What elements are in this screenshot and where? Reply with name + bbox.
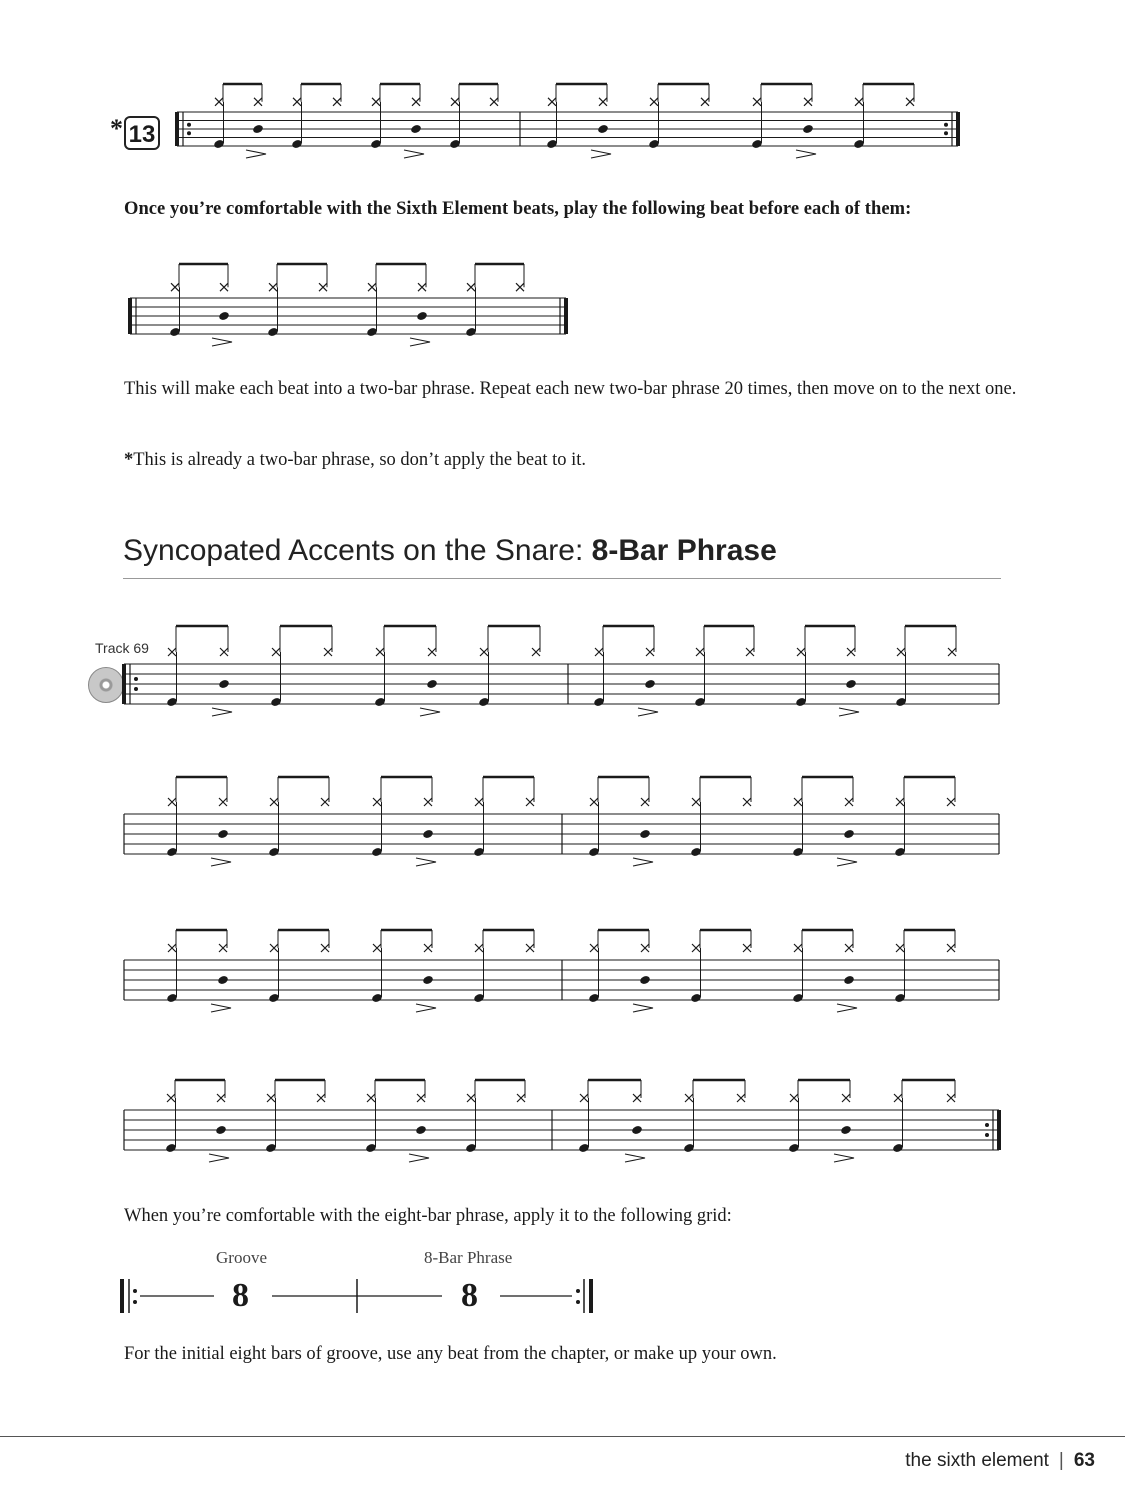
hihat-note — [270, 944, 278, 952]
hihat-note — [701, 98, 709, 106]
hihat-note — [451, 98, 459, 106]
footer-chapter: the sixth element — [905, 1450, 1049, 1471]
hihat-note — [947, 1094, 955, 1102]
hihat-note — [217, 1094, 225, 1102]
snare-note — [422, 829, 434, 840]
snare-note — [644, 679, 656, 690]
hihat-note — [896, 798, 904, 806]
hihat-note — [753, 98, 761, 106]
hihat-note — [516, 283, 524, 291]
hihat-note — [692, 944, 700, 952]
hihat-note — [319, 283, 327, 291]
footer-rule — [0, 1436, 1125, 1437]
hihat-note — [696, 648, 704, 656]
accent-mark — [211, 1004, 231, 1012]
hihat-note — [595, 648, 603, 656]
snare-note — [218, 679, 230, 690]
example-number-box: 13 — [124, 116, 160, 150]
staff-system-3 — [0, 920, 1125, 1020]
practice-grid — [0, 1275, 1125, 1320]
grid-count-phrase: 8 — [461, 1277, 478, 1314]
hihat-note — [171, 283, 179, 291]
hihat-note — [220, 648, 228, 656]
hihat-note — [417, 1094, 425, 1102]
hihat-note — [790, 1094, 798, 1102]
hihat-note — [746, 648, 754, 656]
page-footer — [905, 1450, 1095, 1472]
section-title-light: Syncopated Accents on the Snare: — [123, 534, 592, 567]
paragraph-two-bar: This will make each beat into a two-bar phrase. Repeat each new two-bar phrase 20 times, then move on to the next one. — [124, 379, 1017, 399]
hihat-note — [267, 1094, 275, 1102]
hihat-note — [847, 648, 855, 656]
hihat-note — [845, 798, 853, 806]
hihat-note — [418, 283, 426, 291]
track-label: Track 69 — [95, 640, 149, 656]
hihat-note — [272, 648, 280, 656]
snare-note — [639, 975, 651, 986]
staff-example-13 — [0, 78, 1125, 168]
accent-mark — [837, 1004, 857, 1012]
hihat-note — [412, 98, 420, 106]
hihat-note — [590, 798, 598, 806]
hihat-note — [641, 944, 649, 952]
example-asterisk: * — [110, 114, 123, 143]
accent-mark — [212, 708, 232, 716]
hihat-note — [480, 648, 488, 656]
hihat-note — [948, 648, 956, 656]
accent-mark — [834, 1154, 854, 1162]
instruction-text: Once you’re comfortable with the Sixth Element beats, play the following beat before each of them: — [124, 199, 912, 219]
hihat-note — [526, 798, 534, 806]
snare-note — [410, 124, 422, 135]
accent-mark — [211, 858, 231, 866]
hihat-note — [321, 944, 329, 952]
staff-system-4 — [0, 1070, 1125, 1170]
hihat-note — [797, 648, 805, 656]
accent-mark — [416, 1004, 436, 1012]
staff-lead-in-beat — [0, 260, 1125, 350]
hihat-note — [794, 944, 802, 952]
accent-mark — [420, 708, 440, 716]
snare-note — [218, 311, 230, 322]
hihat-note — [168, 944, 176, 952]
accent-mark — [633, 1004, 653, 1012]
grid-count-groove: 8 — [232, 1277, 249, 1314]
hihat-note — [333, 98, 341, 106]
hihat-note — [641, 798, 649, 806]
hihat-note — [324, 648, 332, 656]
accent-mark — [409, 1154, 429, 1162]
paragraph-grid-intro: When you’re comfortable with the eight-bar phrase, apply it to the following grid: — [124, 1206, 732, 1226]
hihat-note — [743, 798, 751, 806]
hihat-note — [894, 1094, 902, 1102]
hihat-note — [270, 798, 278, 806]
hihat-note — [373, 944, 381, 952]
accent-mark — [591, 150, 611, 158]
hihat-note — [526, 944, 534, 952]
hihat-note — [475, 944, 483, 952]
snare-note — [215, 1125, 227, 1136]
hihat-note — [855, 98, 863, 106]
snare-note — [840, 1125, 852, 1136]
hihat-note — [685, 1094, 693, 1102]
snare-note — [426, 679, 438, 690]
hihat-note — [794, 798, 802, 806]
snare-note — [217, 975, 229, 986]
hihat-note — [590, 944, 598, 952]
grid-label-groove: Groove — [216, 1248, 267, 1267]
snare-note — [597, 124, 609, 135]
accent-mark — [837, 858, 857, 866]
snare-note — [802, 124, 814, 135]
hihat-note — [467, 283, 475, 291]
hihat-note — [845, 944, 853, 952]
note-asterisk: * — [124, 450, 134, 470]
accent-mark — [638, 708, 658, 716]
hihat-note — [692, 798, 700, 806]
hihat-note — [424, 944, 432, 952]
snare-note — [416, 311, 428, 322]
accent-mark — [839, 708, 859, 716]
accent-mark — [416, 858, 436, 866]
accent-mark — [796, 150, 816, 158]
hihat-note — [220, 283, 228, 291]
hihat-note — [517, 1094, 525, 1102]
staff-system-2 — [0, 765, 1125, 875]
hihat-note — [633, 1094, 641, 1102]
hihat-note — [804, 98, 812, 106]
snare-note — [217, 829, 229, 840]
accent-mark — [625, 1154, 645, 1162]
hihat-note — [167, 1094, 175, 1102]
hihat-note — [219, 944, 227, 952]
hihat-note — [219, 798, 227, 806]
section-rule — [123, 578, 1001, 579]
hihat-note — [367, 1094, 375, 1102]
snare-note — [631, 1125, 643, 1136]
hihat-note — [293, 98, 301, 106]
accent-mark — [209, 1154, 229, 1162]
accent-mark — [246, 150, 266, 158]
hihat-note — [317, 1094, 325, 1102]
hihat-note — [650, 98, 658, 106]
hihat-note — [475, 798, 483, 806]
hihat-note — [947, 944, 955, 952]
hihat-note — [467, 1094, 475, 1102]
snare-note — [843, 829, 855, 840]
hihat-note — [368, 283, 376, 291]
hihat-note — [842, 1094, 850, 1102]
accent-mark — [404, 150, 424, 158]
hihat-note — [743, 944, 751, 952]
hihat-note — [532, 648, 540, 656]
note-text: This is already a two-bar phrase, so don’t apply the beat to it. — [133, 450, 587, 470]
hihat-note — [737, 1094, 745, 1102]
hihat-note — [168, 798, 176, 806]
hihat-note — [424, 798, 432, 806]
hihat-note — [321, 798, 329, 806]
snare-note — [415, 1125, 427, 1136]
hihat-note — [372, 98, 380, 106]
note-paragraph — [124, 446, 1064, 474]
section-title-bold: 8-Bar Phrase — [591, 534, 777, 567]
hihat-note — [254, 98, 262, 106]
hihat-note — [548, 98, 556, 106]
hihat-note — [168, 648, 176, 656]
footer-separator: | — [1058, 1450, 1064, 1471]
hihat-note — [428, 648, 436, 656]
hihat-note — [376, 648, 384, 656]
hihat-note — [215, 98, 223, 106]
paragraph-grid-outro: For the initial eight bars of groove, use any beat from the chapter, or make up your own. — [124, 1344, 777, 1364]
hihat-note — [373, 798, 381, 806]
section-title — [123, 534, 777, 568]
hihat-note — [646, 648, 654, 656]
accent-mark — [212, 338, 232, 346]
snare-note — [639, 829, 651, 840]
snare-note — [843, 975, 855, 986]
grid-label-phrase: 8-Bar Phrase — [424, 1248, 513, 1267]
page-number: 63 — [1073, 1450, 1095, 1471]
accent-mark — [410, 338, 430, 346]
hihat-note — [947, 798, 955, 806]
snare-note — [845, 679, 857, 690]
hihat-note — [269, 283, 277, 291]
staff-system-1 — [0, 620, 1125, 730]
hihat-note — [897, 648, 905, 656]
hihat-note — [906, 98, 914, 106]
hihat-note — [896, 944, 904, 952]
snare-note — [422, 975, 434, 986]
snare-note — [252, 124, 264, 135]
hihat-note — [490, 98, 498, 106]
accent-mark — [633, 858, 653, 866]
hihat-note — [599, 98, 607, 106]
hihat-note — [580, 1094, 588, 1102]
